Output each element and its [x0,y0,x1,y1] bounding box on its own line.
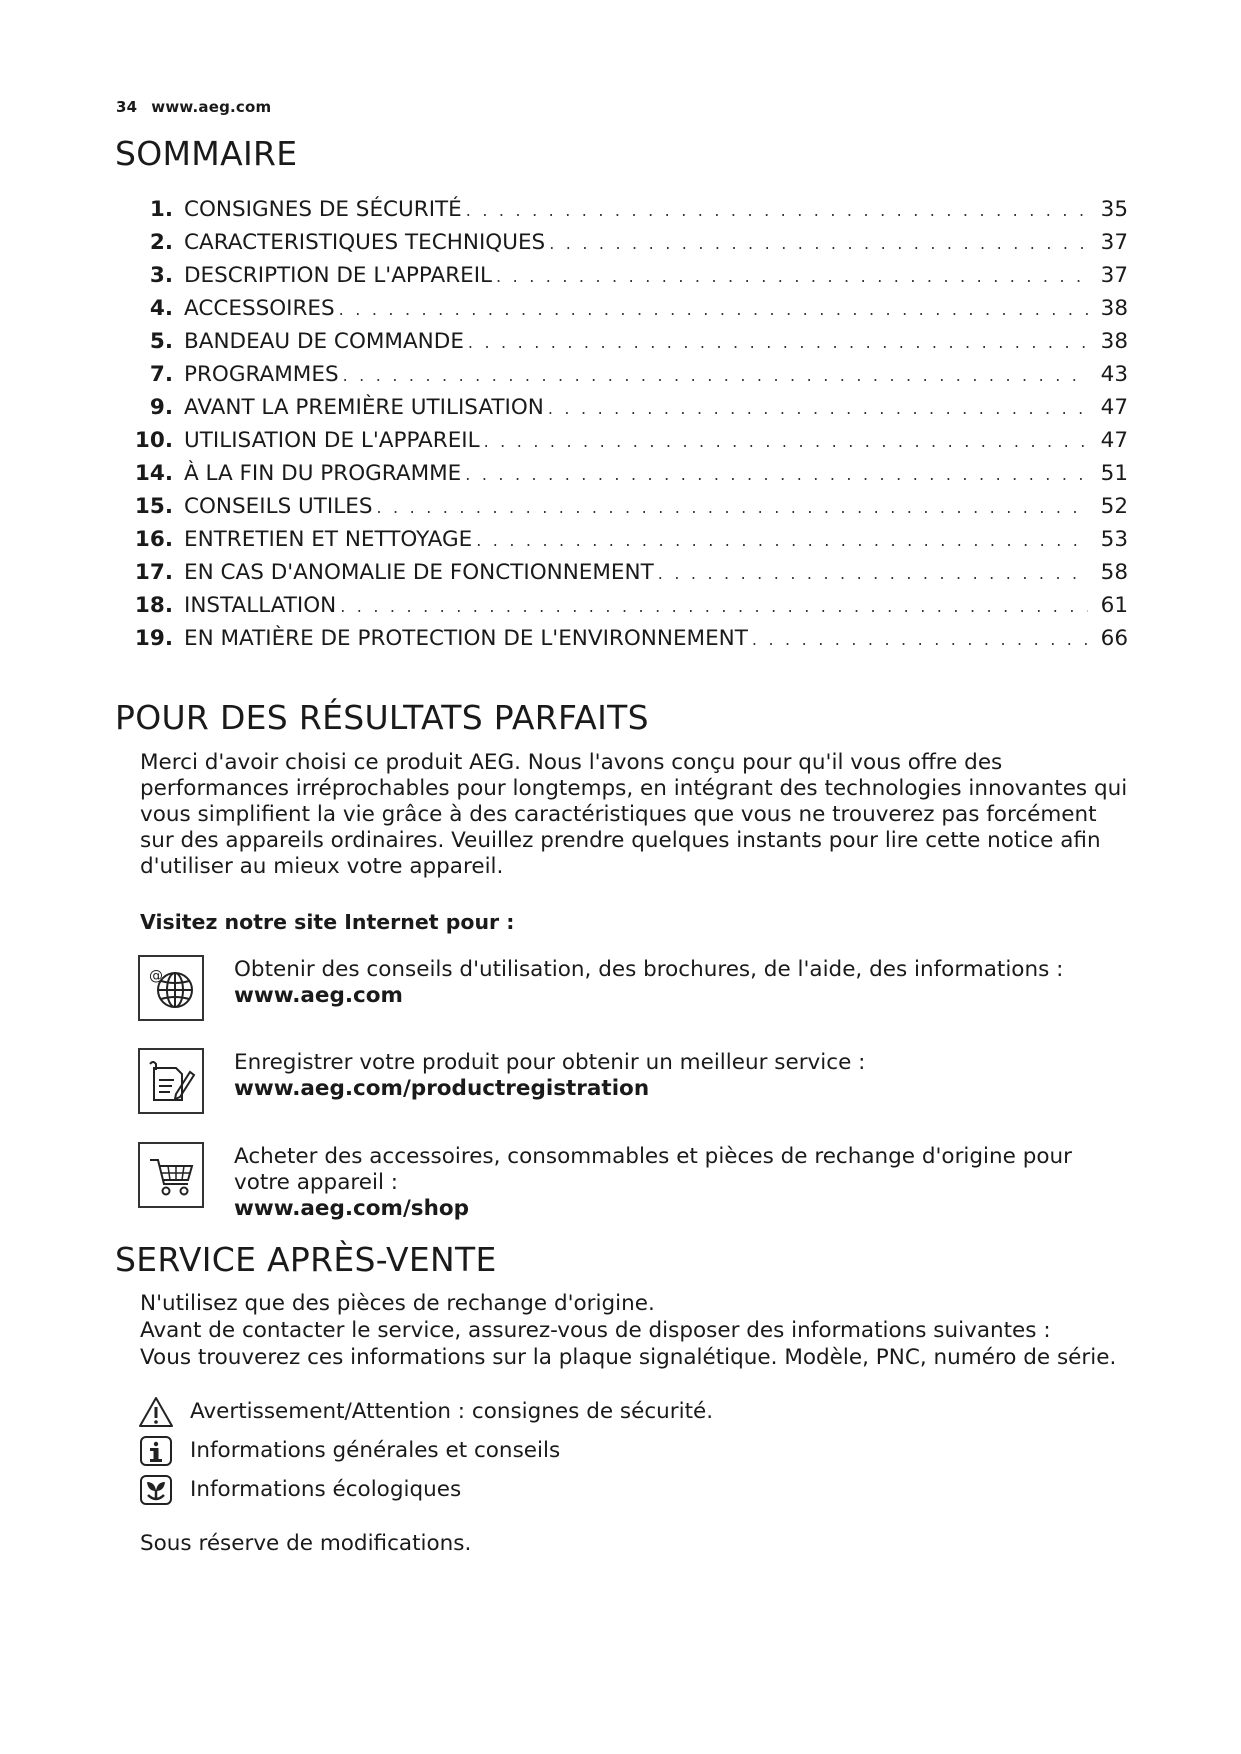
toc-number: 16. [134,527,173,552]
toc-page: 47 [1100,395,1128,420]
toc-page: 38 [1100,329,1128,354]
visit-label: Visitez notre site Internet pour : [140,910,515,934]
toc-entry[interactable] [130,329,1128,362]
legend-text: Informations écologiques [190,1477,462,1502]
toc-leader-dots [466,201,1088,220]
toc-title: CARACTERISTIQUES TECHNIQUES [184,230,546,255]
toc-page: 58 [1100,560,1128,585]
toc-entry[interactable] [130,428,1128,461]
table-of-contents [130,197,1128,659]
toc-title: PROGRAMMES [184,362,339,387]
page-number: 34 [116,98,138,116]
toc-title: UTILISATION DE L'APPAREIL [184,428,480,453]
eco-icon [138,1473,174,1507]
toc-title: À LA FIN DU PROGRAMME [184,461,462,486]
toc-page: 47 [1100,428,1128,453]
toc-leader-dots [468,333,1088,352]
toc-title: CONSEILS UTILES [184,494,373,519]
toc-number: 1. [149,197,173,222]
toc-number: 5. [149,329,173,354]
link-description-block [234,957,1134,1009]
page-header [116,98,271,116]
toc-number: 18. [134,593,173,618]
toc-entry[interactable] [130,296,1128,329]
toc-entry[interactable] [130,527,1128,560]
toc-title: INSTALLATION [184,593,337,618]
toc-number: 7. [149,362,173,387]
toc-title: BANDEAU DE COMMANDE [184,329,464,354]
toc-entry[interactable] [130,626,1128,659]
toc-leader-dots [658,564,1088,583]
link-url[interactable]: www.aeg.com [234,983,403,1008]
toc-number: 3. [149,263,173,288]
svg-text:@: @ [149,968,163,984]
legend-text: Informations générales et conseils [190,1438,561,1463]
toc-page: 35 [1100,197,1128,222]
header-site-url[interactable]: www.aeg.com [151,98,272,116]
legend-warning [138,1395,938,1429]
toc-leader-dots [484,432,1088,451]
toc-entry[interactable] [130,362,1128,395]
toc-entry[interactable] [130,395,1128,428]
toc-number: 2. [149,230,173,255]
toc-entry[interactable] [130,461,1128,494]
link-description: Acheter des accessoires, consommables et pièces de rechange d'origine pour votre appareil : [234,1144,1072,1195]
globe-icon [138,955,204,1021]
toc-number: 9. [149,395,173,420]
service-line: Avant de contacter le service, assurez-vous de disposer des informations suivantes : [140,1318,1051,1343]
toc-leader-dots [343,366,1088,385]
service-paragraph [140,1290,1130,1371]
toc-page: 37 [1100,230,1128,255]
legend-info [138,1434,938,1468]
toc-leader-dots [548,399,1088,418]
toc-title: DESCRIPTION DE L'APPAREIL [184,263,493,288]
sommaire-heading: SOMMAIRE [115,134,298,173]
toc-page: 66 [1100,626,1128,651]
toc-title: AVANT LA PREMIÈRE UTILISATION [184,395,544,420]
toc-title: ENTRETIEN ET NETTOYAGE [184,527,473,552]
toc-leader-dots [549,234,1088,253]
toc-page: 53 [1100,527,1128,552]
toc-entry[interactable] [130,197,1128,230]
toc-entry[interactable] [130,560,1128,593]
toc-number: 4. [149,296,173,321]
toc-leader-dots [752,630,1088,649]
link-url[interactable]: www.aeg.com/shop [234,1196,470,1221]
toc-title: ACCESSOIRES [184,296,335,321]
toc-leader-dots [496,267,1088,286]
toc-page: 51 [1100,461,1128,486]
toc-leader-dots [376,498,1088,517]
toc-number: 19. [134,626,173,651]
link-url[interactable]: www.aeg.com/productregistration [234,1076,650,1101]
results-heading: POUR DES RÉSULTATS PARFAITS [115,698,649,737]
toc-title: EN CAS D'ANOMALIE DE FONCTIONNEMENT [184,560,654,585]
toc-entry[interactable] [130,263,1128,296]
toc-page: 38 [1100,296,1128,321]
footer-note: Sous réserve de modifications. [140,1531,472,1556]
toc-number: 14. [134,461,173,486]
shopping-cart-icon [138,1142,204,1208]
toc-title: CONSIGNES DE SÉCURITÉ [184,197,462,222]
toc-entry[interactable] [130,494,1128,527]
toc-page: 61 [1100,593,1128,618]
toc-leader-dots [476,531,1088,550]
toc-entry[interactable] [130,230,1128,263]
service-line: Vous trouverez ces informations sur la plaque signalétique. Modèle, PNC, numéro de série. [140,1345,1117,1370]
service-line: N'utilisez que des pièces de rechange d'origine. [140,1291,655,1316]
toc-page: 43 [1100,362,1128,387]
toc-page: 52 [1100,494,1128,519]
toc-number: 15. [134,494,173,519]
link-description: Obtenir des conseils d'utilisation, des brochures, de l'aide, des informations : [234,957,1064,982]
toc-number: 17. [134,560,173,585]
toc-page: 37 [1100,263,1128,288]
registration-icon [138,1048,204,1114]
info-icon [138,1434,174,1468]
service-heading: SERVICE APRÈS-VENTE [115,1240,497,1279]
legend-text: Avertissement/Attention : consignes de sécurité. [190,1399,714,1424]
link-description-block [234,1144,1134,1222]
toc-leader-dots [340,597,1088,616]
toc-leader-dots [339,300,1088,319]
toc-number: 10. [134,428,173,453]
toc-title: EN MATIÈRE DE PROTECTION DE L'ENVIRONNEMENT [184,626,748,651]
toc-entry[interactable] [130,593,1128,626]
link-description-block [234,1050,1134,1102]
warning-icon [138,1395,174,1429]
link-description: Enregistrer votre produit pour obtenir un meilleur service : [234,1050,866,1075]
intro-paragraph: Merci d'avoir choisi ce produit AEG. Nous l'avons conçu pour qu'il vous offre des performances irréprochables pour longtemps, en intégrant des technologies innovantes qui vous simplifient la vie grâce à des caractéristiques que vous ne trouverez pas forcément sur des appareils ordinaires. Veuillez prendre quelques instants pour lire cette notice afin d'utiliser au mieux votre appareil. [140,750,1128,879]
legend-eco [138,1473,938,1507]
toc-leader-dots [465,465,1088,484]
